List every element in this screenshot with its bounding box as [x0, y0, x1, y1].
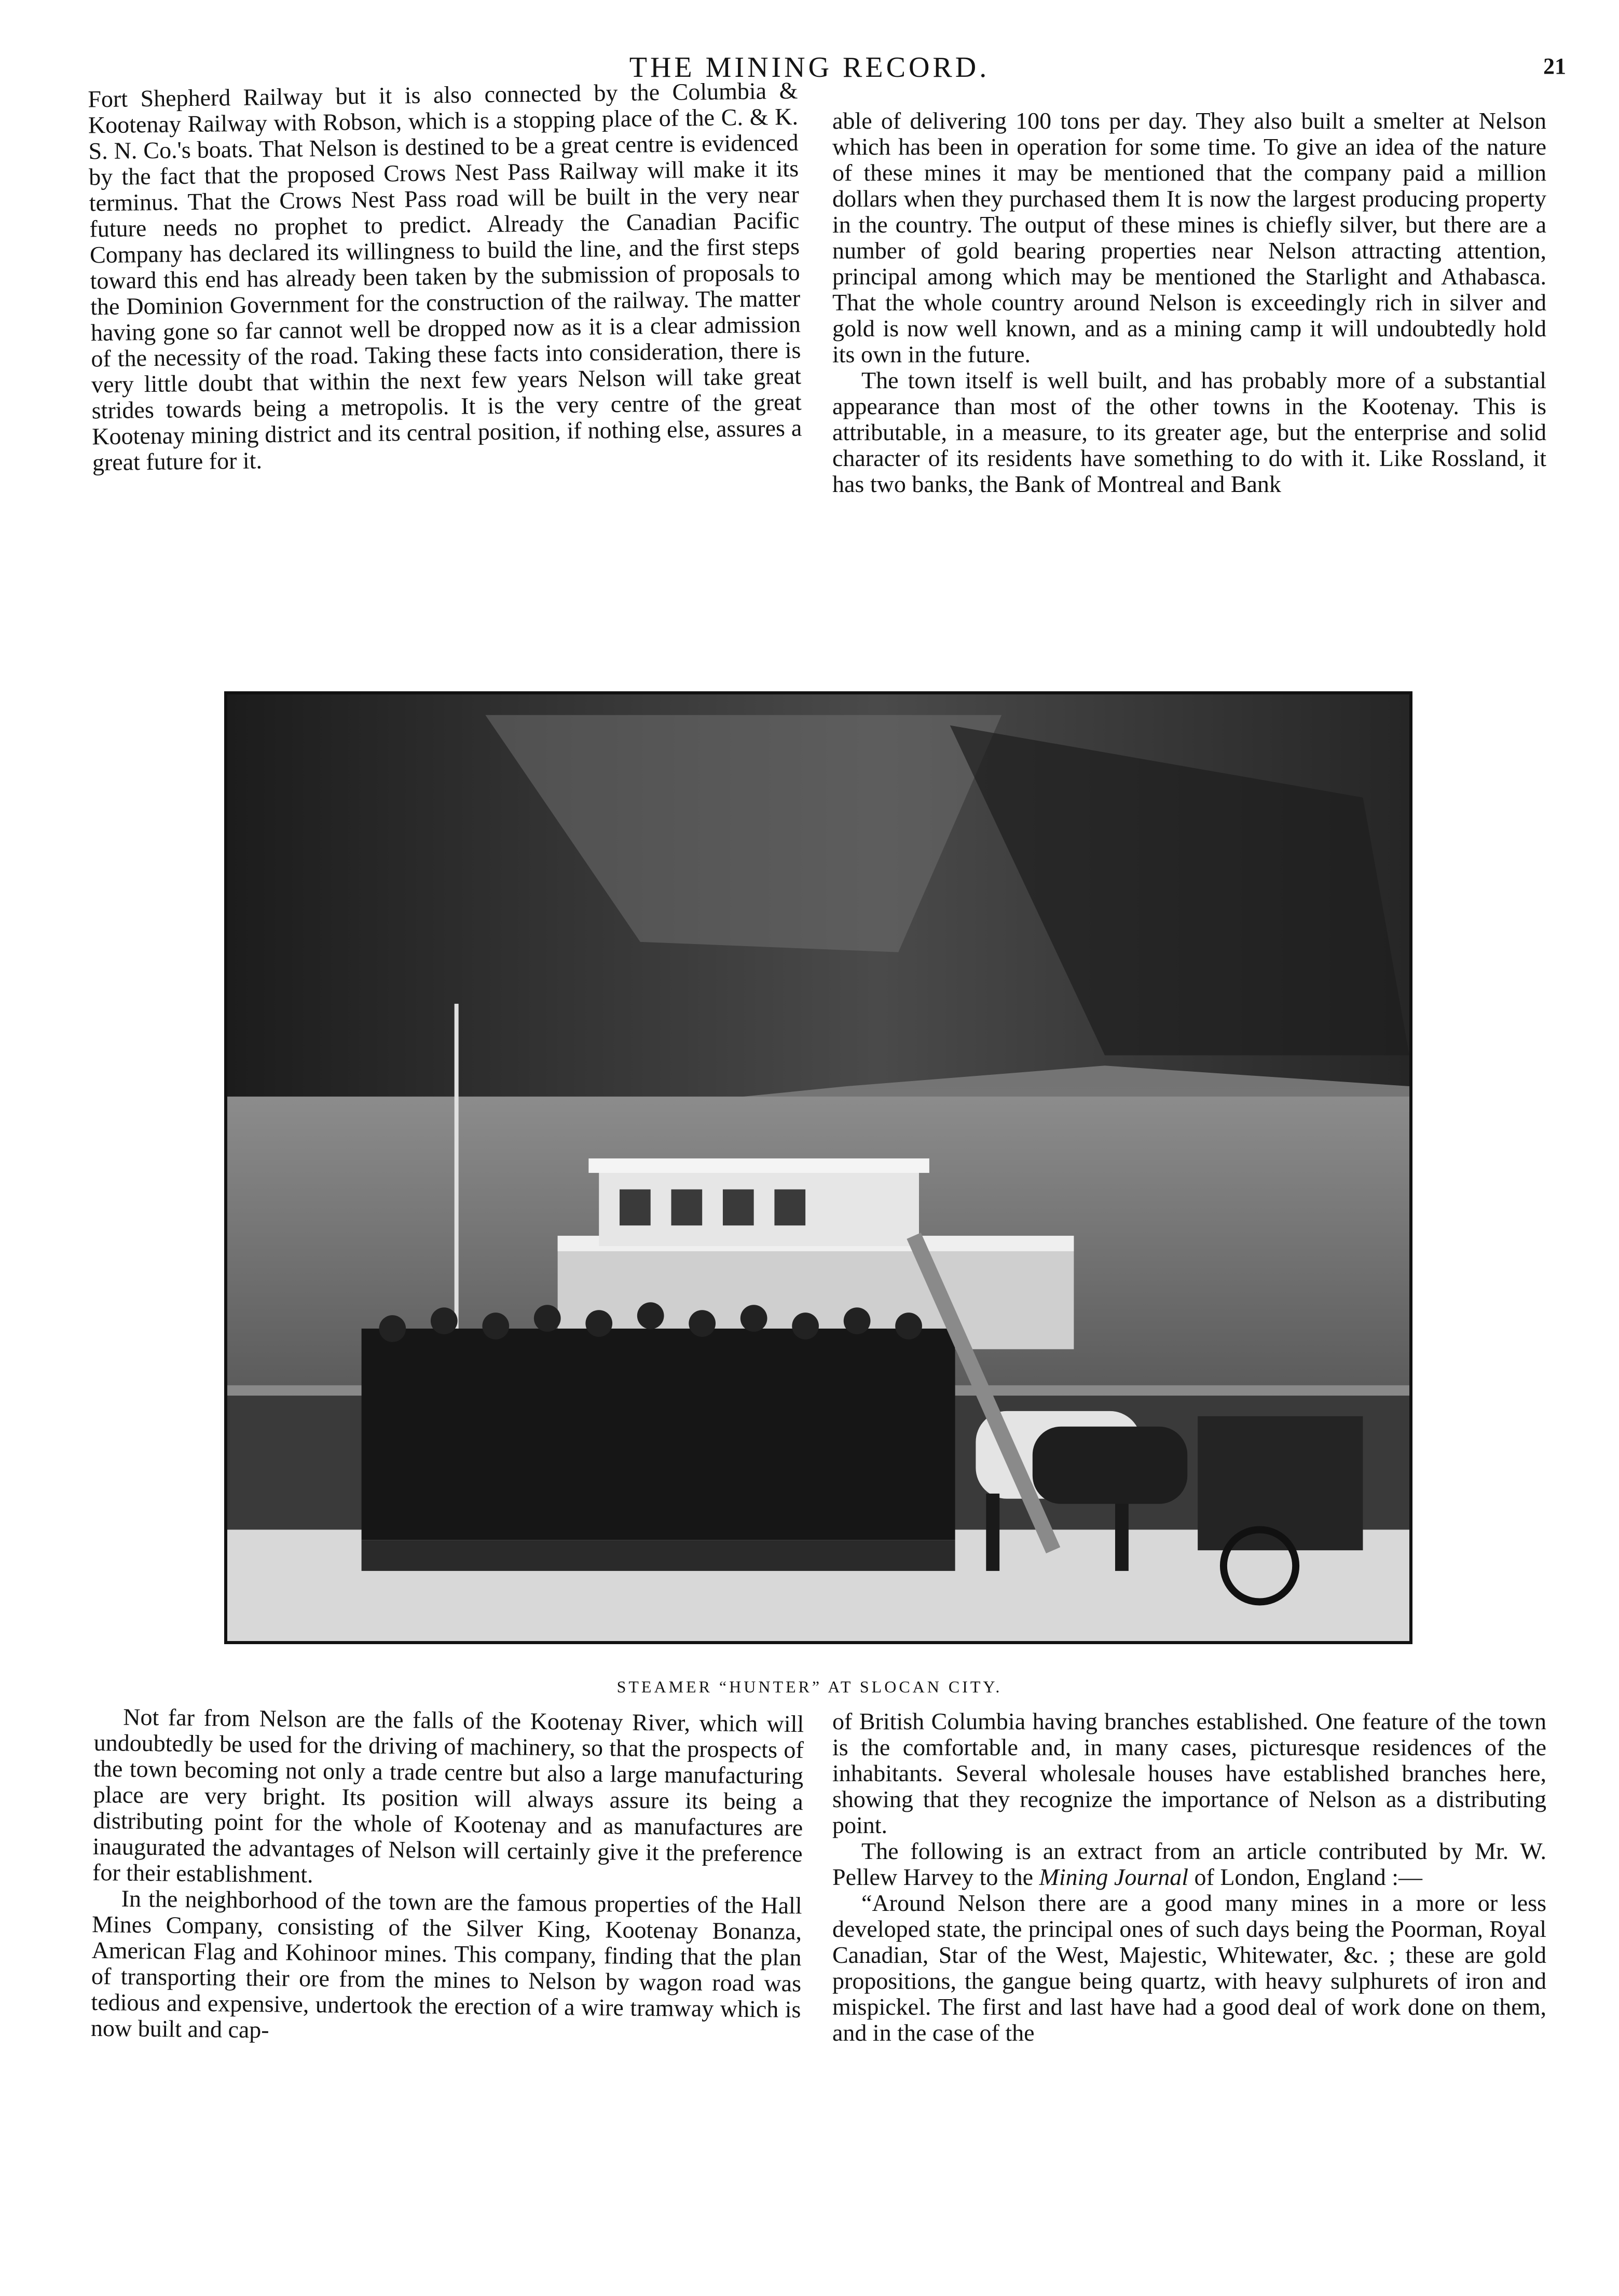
- column-top-right: [832, 108, 1546, 679]
- paragraph: “Around Nelson there are a good many mines in a more or less developed state, the principal ones of such days being the Poorman, Royal Canadian, Star of the West, Majestic, Whitewater, &c. ; these are gold propositions, the gangue being quartz, with heavy sulphurets of iron and mispickel. The first and last have had a good deal of work done on them, and in the case of the: [832, 1890, 1546, 2046]
- steamer-photograph-illustration: [227, 694, 1409, 1641]
- paragraph: The town itself is well built, and has probably more of a substantial appearance than most of the other towns in the Kootenay. This is attributable, in a measure, to its greater age, but the enterprise and solid character of its residents have something to do with it. Like Rossland, it has two banks, the Bank of Montreal and Bank: [832, 367, 1546, 497]
- paragraph: of British Columbia having branches established. One feature of the town is the comfortable and, in many cases, picturesque residences of the inhabitants. Several wholesale houses have established branches here, showing that they recognize the importance of Nelson as a distributing point.: [832, 1708, 1546, 1838]
- page-number: 21: [1543, 53, 1566, 79]
- column-bottom-left: [88, 1704, 804, 2261]
- paragraph: Not far from Nelson are the falls of the Kootenay River, which will undoubtedly be used for the driving of machinery, so that the prospects of the town becoming not only a trade centre but also a large manufacturing place are very bright. Its position will always assure its being a distributing point for the whole of Kootenay and as manufactures are inaugurated the advantages of Nelson will certainly give it the preference for their establishment.: [92, 1703, 804, 1888]
- column-top-left: [88, 78, 805, 678]
- journal-title: Mining Journal: [1039, 1864, 1189, 1890]
- text-run: The following is an extract from an article contributed by Mr. W. Pellew Harvey to the: [832, 1838, 1546, 1890]
- paragraph: [832, 1838, 1546, 1890]
- paragraph: able of delivering 100 tons per day. They also built a smelter at Nelson which has been in operation for some time. To give an idea of the nature of these mines it may be mentioned that the company paid a million dollars when they purchased them It is now the largest producing property in the country. The output of these mines is chiefly silver, but there are a number of gold bearing properties near Nelson attracting attention, principal among which may be mentioned the Starlight and Athabasca. That the whole country around Nelson is exceedingly rich in silver and gold is now well known, and as a mining camp it will undoubtedly hold its own in the future.: [832, 107, 1546, 367]
- figure-caption: STEAMER “HUNTER” AT SLOCAN CITY.: [616, 1677, 1003, 1696]
- running-title: THE MINING RECORD.: [629, 51, 990, 84]
- steamer-photograph: [224, 691, 1412, 1644]
- column-bottom-right: [832, 1709, 1546, 2259]
- text-run: of London, England :—: [1188, 1864, 1423, 1890]
- paragraph: In the neighborhood of the town are the famous properties of the Hall Mines Company, consisting of the Silver King, Kootenay Bonanza, American Flag and Kohinoor mines. This company, finding that the plan of transporting their ore from the mines to Nelson by wagon road was tedious and expensive, undertook the erection of a wire tramway which is now built and cap-: [90, 1885, 802, 2043]
- paragraph: Fort Shepherd Railway but it is also connected by the Columbia & Kootenay Railway with Robson, which is a stopping place of the C. & K. S. N. Co.'s boats. That Nelson is destined to be a great centre is evidenced by the fact that the proposed Crows Nest Pass Railway will make it its terminus. That the Crows Nest Pass road will be built in the very near future needs no prophet to predict. Already the Canadian Pacific Company has declared its willingness to build the line, and the first steps toward this end has already been taken by the submission of proposals to the Dominion Government for the construction of the railway. The matter having gone so far cannot well be dropped now as it is a clear admission of the necessity of the road. Taking these facts into consideration, there is very little doubt that within the next few years Nelson will take great strides towards being a metropolis. It is the very centre of the great Kootenay mining district and its central position, if nothing else, assures a great future for it.: [88, 77, 802, 476]
